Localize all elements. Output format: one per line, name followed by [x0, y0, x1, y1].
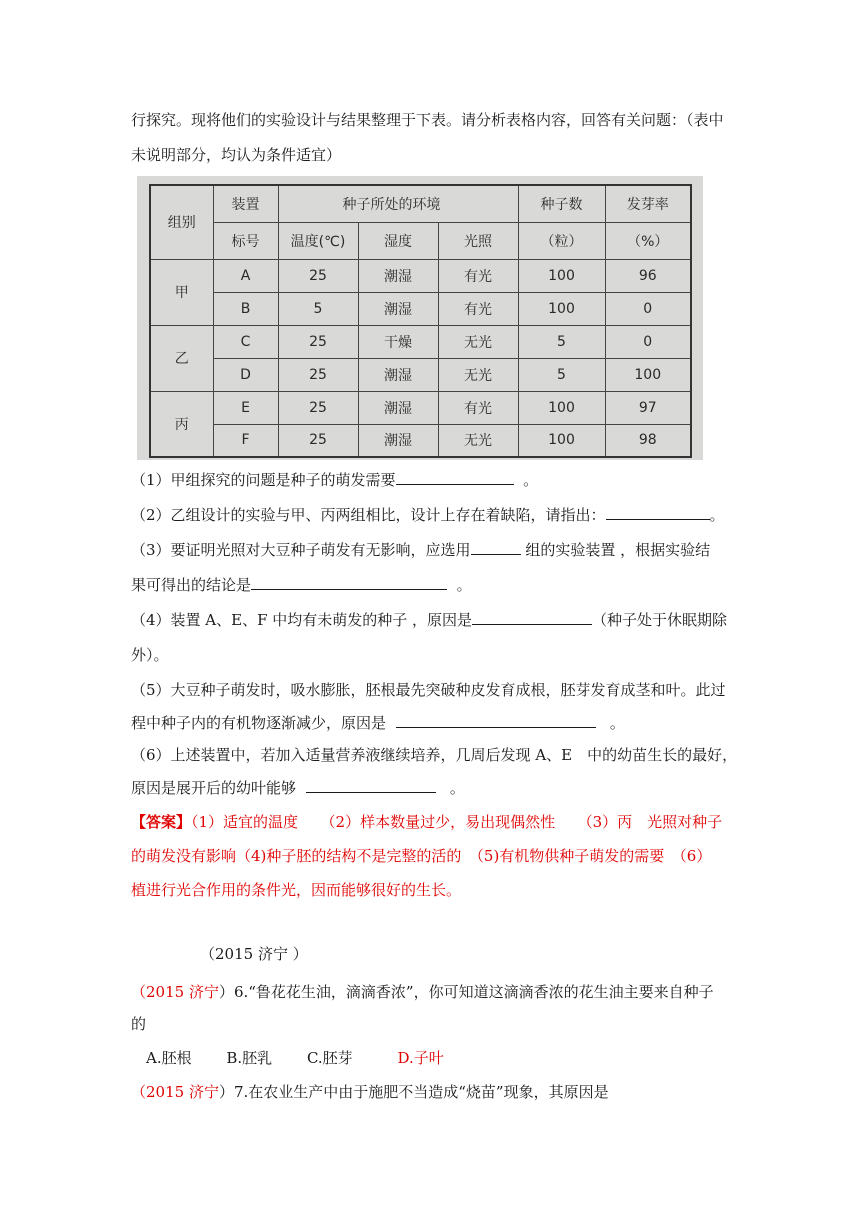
header-seeds-1: 种子数	[518, 185, 605, 222]
option-a[interactable]: A.胚根	[146, 1049, 192, 1067]
mc-question-7-source: （2015 济宁	[131, 1083, 219, 1101]
mc-question-6-source: （2015 济宁	[131, 983, 219, 1001]
question-6-line-1: （6）上述装置中，若加入适量营养液继续培养，几周后发现 A、E 中的幼苗生长的最好，	[131, 746, 738, 764]
humidity-cell: 潮湿	[358, 391, 438, 424]
question-6-end: 。	[449, 779, 465, 797]
rate-cell: 98	[605, 424, 691, 457]
intro-line-2: 未说明部分，均认为条件适宜）	[131, 146, 342, 164]
question-5-line-1: （5）大豆种子萌发时，吸水膨胀，胚根最先突破种皮发育成根，胚芽发育成茎和叶。此过	[131, 681, 726, 699]
light-cell: 有光	[438, 391, 518, 424]
question-3-end: 。	[456, 576, 472, 594]
seeds-cell: 100	[518, 424, 605, 457]
answer-blank-3b[interactable]	[251, 575, 447, 590]
question-3-text: （3）要证明光照对大豆种子萌发有无影响，应选用	[131, 541, 471, 559]
device-id: D	[213, 358, 278, 391]
table-row	[150, 259, 691, 292]
table-row	[150, 358, 691, 391]
table-row	[150, 424, 691, 457]
question-4-line-2: 外）。	[131, 646, 169, 664]
device-id: C	[213, 325, 278, 358]
light-cell: 无光	[438, 358, 518, 391]
device-id: E	[213, 391, 278, 424]
question-6-line-2	[131, 778, 465, 798]
answer-blank-1[interactable]	[396, 470, 514, 485]
rate-cell: 96	[605, 259, 691, 292]
question-6-text: 原因是展开后的幼叶能够	[131, 779, 297, 797]
group-cell: 乙	[150, 325, 213, 391]
question-3-line-1	[131, 540, 710, 560]
header-rate-1: 发芽率	[605, 185, 691, 222]
mc-question-6	[131, 982, 714, 1002]
answer-blank-2[interactable]	[606, 505, 710, 520]
humidity-cell: 潮湿	[358, 292, 438, 325]
light-cell: 无光	[438, 424, 518, 457]
intro-line-1: 行探究。现将他们的实验设计与结果整理于下表。请分析表格内容，回答有关问题：（表中	[131, 111, 724, 129]
question-3-text-2: 组的实验装置 ，根据实验结	[525, 541, 711, 559]
rate-cell: 97	[605, 391, 691, 424]
answer-line-3: 植进行光合作用的条件光，因而能够很好的生长。	[131, 881, 462, 899]
light-cell: 无光	[438, 325, 518, 358]
answer-blank-6[interactable]	[306, 778, 436, 793]
table-row	[150, 325, 691, 358]
seeds-cell: 100	[518, 259, 605, 292]
seeds-cell: 5	[518, 358, 605, 391]
answer-blank-3a[interactable]	[471, 540, 521, 555]
header-light: 光照	[438, 222, 518, 259]
group-cell: 甲	[150, 259, 213, 325]
question-4-text-2: （种子处于休眠期除	[592, 611, 728, 629]
option-b[interactable]: B.胚乳	[226, 1049, 273, 1067]
question-5-end: 。	[609, 714, 625, 732]
question-2	[131, 505, 725, 525]
temp-cell: 25	[278, 424, 358, 457]
table-row	[150, 391, 691, 424]
source-heading: （2015 济宁 ）	[200, 945, 308, 963]
device-id: B	[213, 292, 278, 325]
temp-cell: 25	[278, 325, 358, 358]
question-5-line-2	[131, 713, 625, 733]
question-4-line-1	[131, 610, 727, 630]
question-2-end: 。	[709, 506, 725, 524]
question-5-text: 程中种子内的有机物逐渐减少，原因是	[131, 714, 387, 732]
question-4-text: （4）装置 A、E、F 中均有未萌发的种子 ，原因是	[131, 611, 473, 629]
header-device-2: 标号	[213, 222, 278, 259]
header-device-1: 装置	[213, 185, 278, 222]
option-c[interactable]: C.胚芽	[306, 1049, 353, 1067]
answer-blank-5[interactable]	[396, 713, 596, 728]
header-humidity: 湿度	[358, 222, 438, 259]
question-1	[131, 470, 538, 490]
device-id: A	[213, 259, 278, 292]
light-cell: 有光	[438, 292, 518, 325]
humidity-cell: 干燥	[358, 325, 438, 358]
answer-line-1	[131, 812, 722, 832]
header-seeds-2: （粒）	[518, 222, 605, 259]
answer-blank-4[interactable]	[472, 610, 592, 625]
table-photo	[137, 176, 703, 460]
temp-cell: 25	[278, 391, 358, 424]
question-3-line-2	[131, 575, 472, 595]
answer-text-1: （1）适宜的温度 （2）样本数量过少，易出现偶然性 （3）丙 光照对种子	[191, 813, 723, 831]
answer-label: 【答案】	[131, 813, 192, 831]
mc-question-7	[131, 1082, 609, 1102]
temp-cell: 25	[278, 259, 358, 292]
seeds-cell: 5	[518, 325, 605, 358]
table-row	[150, 292, 691, 325]
rate-cell: 100	[605, 358, 691, 391]
experiment-table	[149, 184, 692, 458]
rate-cell: 0	[605, 325, 691, 358]
light-cell: 有光	[438, 259, 518, 292]
header-environment: 种子所处的环境	[278, 185, 518, 222]
humidity-cell: 潮湿	[358, 259, 438, 292]
seeds-cell: 100	[518, 292, 605, 325]
device-id: F	[213, 424, 278, 457]
question-3-text-3: 果可得出的结论是	[131, 576, 252, 594]
humidity-cell: 潮湿	[358, 424, 438, 457]
seeds-cell: 100	[518, 391, 605, 424]
question-2-text: （2）乙组设计的实验与甲、丙两组相比，设计上存在着缺陷，请指出：	[131, 506, 606, 524]
question-1-end: 。	[523, 471, 539, 489]
mc-question-6-stem-2: 的	[131, 1015, 147, 1033]
mc-question-6-options	[146, 1048, 444, 1068]
question-1-text: （1）甲组探究的问题是种子的萌发需要	[131, 471, 396, 489]
answer-line-2: 的萌发没有影响（4)种子胚的结构不是完整的活的 （5)有机物供种子萌发的需要 （6）	[131, 847, 712, 865]
header-temp: 温度(℃)	[278, 222, 358, 259]
temp-cell: 25	[278, 358, 358, 391]
rate-cell: 0	[605, 292, 691, 325]
temp-cell: 5	[278, 292, 358, 325]
header-group: 组别	[150, 185, 213, 259]
group-cell: 丙	[150, 391, 213, 457]
option-d-answer[interactable]: D.子叶	[397, 1049, 444, 1067]
header-rate-2: （%）	[605, 222, 691, 259]
mc-question-7-stem: ）7.在农业生产中由于施肥不当造成“烧苗”现象，其原因是	[218, 1083, 609, 1101]
humidity-cell: 潮湿	[358, 358, 438, 391]
mc-question-6-stem: ）6.“鲁花花生油，滴滴香浓”，你可知道这滴滴香浓的花生油主要来自种子	[218, 983, 714, 1001]
